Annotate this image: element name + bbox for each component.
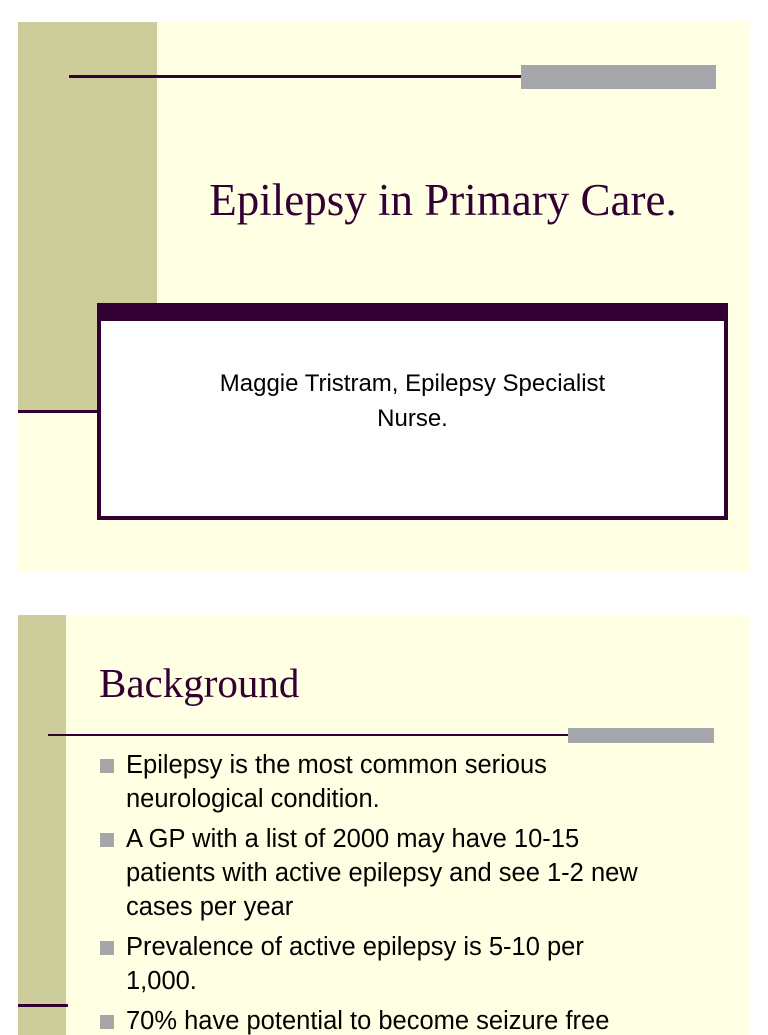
slide-title: Background — [99, 660, 300, 706]
title-gray-bar — [568, 728, 714, 743]
slide-title: Epilepsy in Primary Care. — [209, 175, 677, 225]
bullet-text-line: cases per year — [126, 893, 294, 921]
slide-sidebar — [18, 615, 66, 1035]
subtitle-line: Maggie Tristram, Epilepsy Specialist — [219, 370, 606, 397]
background-slide — [18, 615, 750, 1035]
bullet-text-line: neurological condition. — [126, 785, 380, 813]
bullet-text-line: A GP with a list of 2000 may have 10-15 — [126, 825, 580, 853]
bullet-text-line: Prevalence of active epilepsy is 5-10 per — [126, 933, 584, 961]
bullet-text-line: 70% have potential to become seizure free — [126, 1007, 610, 1035]
bullet-text-line: patients with active epilepsy and see 1-2 new — [126, 859, 638, 887]
square-bullet-icon — [100, 759, 114, 773]
bullet-item — [100, 822, 730, 924]
bullet-text-line: 1,000. — [126, 967, 197, 995]
title-slide — [18, 22, 750, 571]
sidebar-rule — [18, 1004, 68, 1007]
bullet-item — [100, 748, 730, 816]
subtitle-box — [97, 303, 728, 520]
subtitle-line: Nurse. — [377, 405, 448, 432]
subtitle — [101, 366, 724, 436]
sidebar-rule — [18, 410, 100, 413]
square-bullet-icon — [100, 833, 114, 847]
square-bullet-icon — [100, 1015, 114, 1029]
bullet-item — [100, 930, 730, 998]
top-gray-bar — [521, 65, 716, 89]
bullet-item — [100, 1004, 730, 1035]
square-bullet-icon — [100, 941, 114, 955]
bullet-list — [100, 748, 730, 1035]
bullet-text-line: Epilepsy is the most common serious — [126, 751, 547, 779]
